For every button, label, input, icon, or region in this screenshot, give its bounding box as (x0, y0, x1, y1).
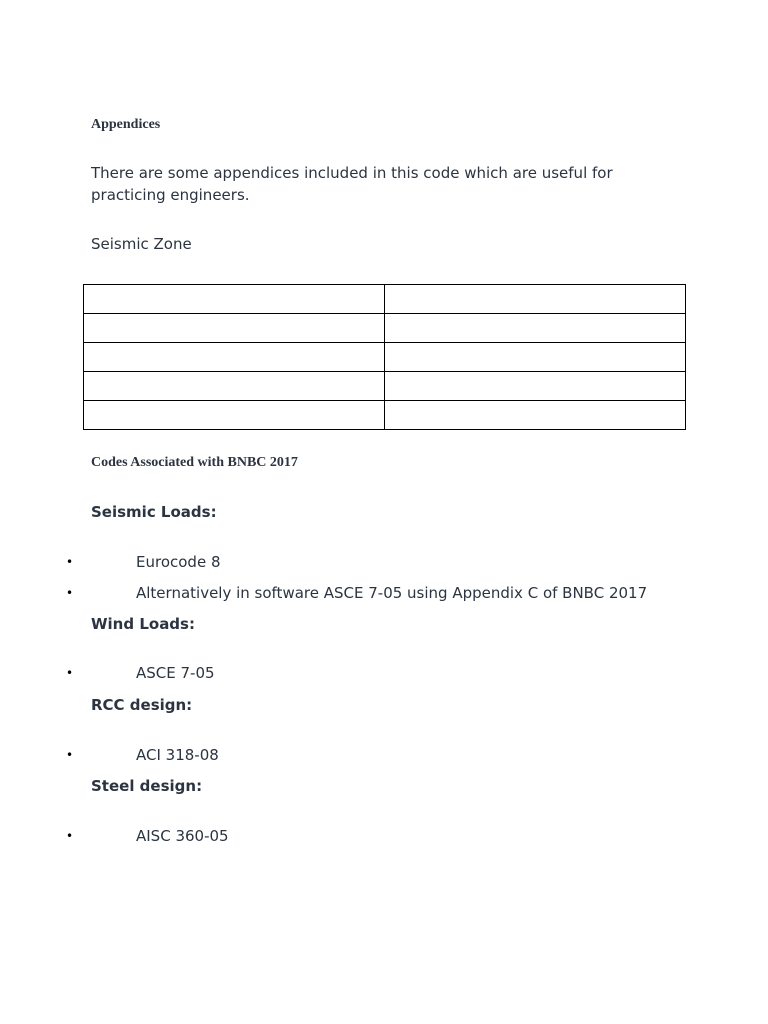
table-cell (385, 343, 686, 372)
table-cell (84, 372, 385, 401)
table-cell (84, 401, 385, 430)
list-item (0, 744, 768, 766)
seismic-zone-label: Seismic Zone (91, 235, 192, 253)
table-cell (84, 314, 385, 343)
bullet-icon: • (66, 829, 74, 843)
bullet-icon: • (66, 555, 74, 569)
table-row (84, 314, 686, 343)
table-cell (84, 343, 385, 372)
appendices-heading: Appendices (91, 117, 161, 132)
list-item-text: Eurocode 8 (136, 553, 221, 571)
seismic-zone-table (83, 284, 686, 430)
seismic-loads-label: Seismic Loads: (91, 503, 217, 521)
bullet-icon: • (66, 586, 74, 600)
table-row (84, 343, 686, 372)
rcc-design-label: RCC design: (91, 696, 193, 714)
bullet-icon: • (66, 666, 74, 680)
list-item-text: Alternatively in software ASCE 7-05 using Appendix C of BNBC 2017 (136, 584, 648, 602)
list-item-text: ASCE 7-05 (136, 664, 215, 682)
appendices-intro: There are some appendices included in this code which are useful for practicing engineers. (91, 164, 613, 204)
table-row (84, 401, 686, 430)
table-cell (385, 401, 686, 430)
codes-heading: Codes Associated with BNBC 2017 (91, 455, 298, 470)
list-item (0, 582, 768, 604)
table-row (84, 372, 686, 401)
table-cell (385, 372, 686, 401)
bullet-icon: • (66, 748, 74, 762)
list-item (0, 662, 768, 684)
list-item-text: ACI 318-08 (136, 746, 219, 764)
list-item (0, 551, 768, 573)
steel-design-label: Steel design: (91, 777, 203, 795)
table-cell (385, 314, 686, 343)
table-cell (84, 285, 385, 314)
list-item (0, 825, 768, 847)
list-item-text: AISC 360-05 (136, 827, 229, 845)
table-cell (385, 285, 686, 314)
wind-loads-label: Wind Loads: (91, 615, 195, 633)
table-row (84, 285, 686, 314)
